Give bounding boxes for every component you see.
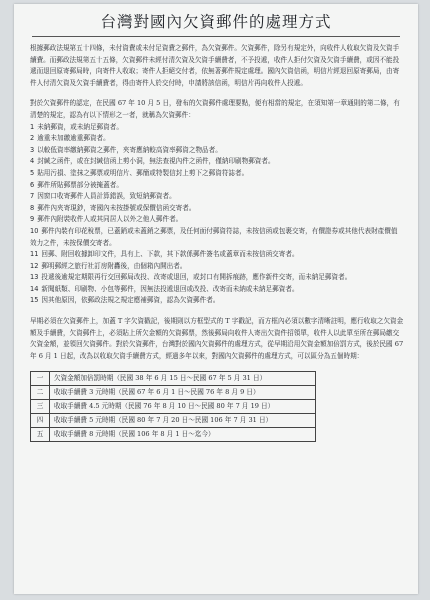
condition-number: 3 bbox=[30, 145, 35, 154]
condition-text: 郵明郵經之旅行社訂房附轟後，由個箱內開出者。 bbox=[41, 261, 187, 270]
condition-text: 郵件所貼郵票部分被掩蓋者。 bbox=[37, 180, 123, 189]
conditions-list bbox=[30, 122, 404, 308]
condition-item bbox=[30, 203, 404, 215]
period-text: 收取手續費 8 元時期（民國 106 年 8 月 1 日～迄今） bbox=[50, 428, 316, 442]
paragraph-history: 早期必須在欠資郵件上，加蓋 T 字欠資戳記，後期則以方框型式的 T 字戳記，而方框內必須以數字清晰註明，應行收取之欠資金額及手續費，欠資郵件上，必須貼上所欠金額的欠資郵票，然後郵局向收件人寄出欠資件招領單，收件人以此單至所在郵局繳交欠資金額，並領回欠資郵件。對於欠資郵件，台灣對於國內欠資郵件的處理方式，從早期沿用欠資金額加倍罰方式，後於民國 67 年 6 月 1 日起，改為以收取欠資手續費方式，經過多年以來，對國內欠資郵件的處理方式，可以區分為五個時期： bbox=[30, 317, 404, 360]
condition-number: 14 bbox=[30, 284, 39, 293]
document-body bbox=[14, 43, 418, 442]
condition-text: 郵件內夾寄現鈔，寄國內未按掛號或保價信函交寄者。 bbox=[37, 203, 196, 212]
condition-text: 郵件內裝有印花稅票，已蓋銷或未蓋銷之郵票，及任何面付郵資符誌，未按信函或包裹交寄，有價證券或其他代表財產價值效力之件，未按保價交寄者。 bbox=[30, 226, 398, 247]
condition-text: 因其他原因，依郵政法規之規定應補郵資，認為欠資郵件者。 bbox=[41, 296, 220, 305]
condition-number: 13 bbox=[30, 273, 39, 282]
condition-item bbox=[30, 284, 404, 296]
period-index: 三 bbox=[31, 400, 50, 414]
period-text: 收取手續費 5 元時期（民國 80 年 7 月 20 日～民國 106 年 7 月 31 日） bbox=[50, 414, 316, 428]
period-text: 欠資金額加倍罰時期（民國 38 年 6 月 15 日～民國 67 年 5 月 31 日） bbox=[50, 372, 316, 386]
condition-number: 9 bbox=[30, 215, 35, 224]
condition-text: 因窗口收寄郵件人員計算錯誤，致短納郵資者。 bbox=[37, 192, 176, 201]
document-sheet bbox=[14, 4, 418, 594]
condition-number: 12 bbox=[30, 261, 39, 270]
period-index: 二 bbox=[31, 386, 50, 400]
condition-text: 未納郵資，或未納足郵資者。 bbox=[37, 122, 123, 131]
condition-number: 5 bbox=[30, 168, 35, 177]
title-rule bbox=[32, 36, 400, 37]
period-text: 收取手續費 3 元時期（民國 67 年 6 月 1 日～民國 76 年 8 月 9 日） bbox=[50, 386, 316, 400]
condition-number: 6 bbox=[30, 180, 35, 189]
condition-number: 2 bbox=[30, 134, 35, 143]
table-row bbox=[31, 428, 316, 442]
periods-table bbox=[30, 371, 316, 442]
condition-number: 8 bbox=[30, 203, 35, 212]
condition-number: 15 bbox=[30, 296, 39, 305]
condition-item bbox=[30, 272, 404, 284]
document-title: 台灣對國內欠資郵件的處理方式 bbox=[100, 13, 332, 31]
condition-item bbox=[30, 249, 404, 261]
condition-text: 投遞後逾規定期限再行交回郵局改投、改寄或退回，或封口有開拆痕跡，應作新件交寄，而未納足郵資者。 bbox=[41, 273, 352, 282]
condition-item bbox=[30, 133, 404, 145]
condition-text: 以較低資率繳納郵資之郵件，夾寄應納較高資率郵資之物品者。 bbox=[37, 145, 222, 154]
condition-item bbox=[30, 122, 404, 134]
condition-item bbox=[30, 180, 404, 192]
table-row bbox=[31, 400, 316, 414]
condition-item bbox=[30, 156, 404, 168]
table-row bbox=[31, 414, 316, 428]
condition-item bbox=[30, 145, 404, 157]
table-row bbox=[31, 386, 316, 400]
condition-text: 封緘之函件，或在封緘信函上剪小洞，無法查視內件之函件，僅納印刷物郵資者。 bbox=[37, 157, 275, 166]
condition-item bbox=[30, 226, 404, 249]
condition-item bbox=[30, 191, 404, 203]
paragraph-postal-law: 根據郵政法規第五十四條，未付資費或未付足資費之郵件，為欠資郵件。欠資郵件，除另有規定外，向收件人收取欠資及欠資手續費。而郵政法規第五十五條，欠資郵件未經付清欠資及欠資手續費者，不予投遞，收件人拒付欠資及欠資手續費，或因不能投遞而退回原寄郵局時，向寄件人收取；寄件人拒絕交付者，依無著郵件規定處理。國內欠資信函，明信片經退回原寄郵局，由寄件人付清欠資及欠資手續費者，得由寄件人於交付時，申請將該信函，明信片再向收件人投遞。 bbox=[30, 44, 400, 87]
condition-item bbox=[30, 295, 404, 307]
condition-number: 10 bbox=[30, 226, 39, 235]
condition-text: 新聞紙類、印刷物、小包等郵件，因無法投遞退回或改投、改寄而未納或未納足郵資者。 bbox=[41, 284, 299, 293]
condition-text: 逾重未加繳逾重郵資者。 bbox=[37, 134, 110, 143]
condition-number: 11 bbox=[30, 250, 39, 259]
condition-number: 1 bbox=[30, 122, 35, 131]
period-index: 一 bbox=[31, 372, 50, 386]
period-index: 四 bbox=[31, 414, 50, 428]
condition-text: 郵件內附裝收件人或其同居人以外之他人郵件者。 bbox=[37, 215, 183, 224]
condition-item bbox=[30, 261, 404, 273]
condition-item bbox=[30, 168, 404, 180]
table-row bbox=[31, 372, 316, 386]
period-text: 收取手續費 4.5 元時期（民國 76 年 8 月 10 日～民國 80 年 7 月 19 日） bbox=[50, 400, 316, 414]
condition-number: 4 bbox=[30, 157, 35, 166]
condition-number: 7 bbox=[30, 192, 35, 201]
condition-text: 回郵、附回收據卸印文件，具有上、下款，其下款係郵件簽名或蓋章而未按信函交寄者。 bbox=[41, 250, 299, 259]
paragraph-definition-lead: 對於欠資郵件的認定，在民國 67 年 10 月 5 日，發布的欠資郵件處理要點，便有相當的規定，在須知第一章通則的第二條，有清楚的規定，認為有以下情形之一者，就稱為欠資郵件： bbox=[30, 99, 400, 119]
condition-text: 貼用污損、塗抹之郵票或明信片、郵簡或特製信封上剪下之郵資符誌者。 bbox=[37, 168, 249, 177]
period-index: 五 bbox=[31, 428, 50, 442]
condition-item bbox=[30, 214, 404, 226]
